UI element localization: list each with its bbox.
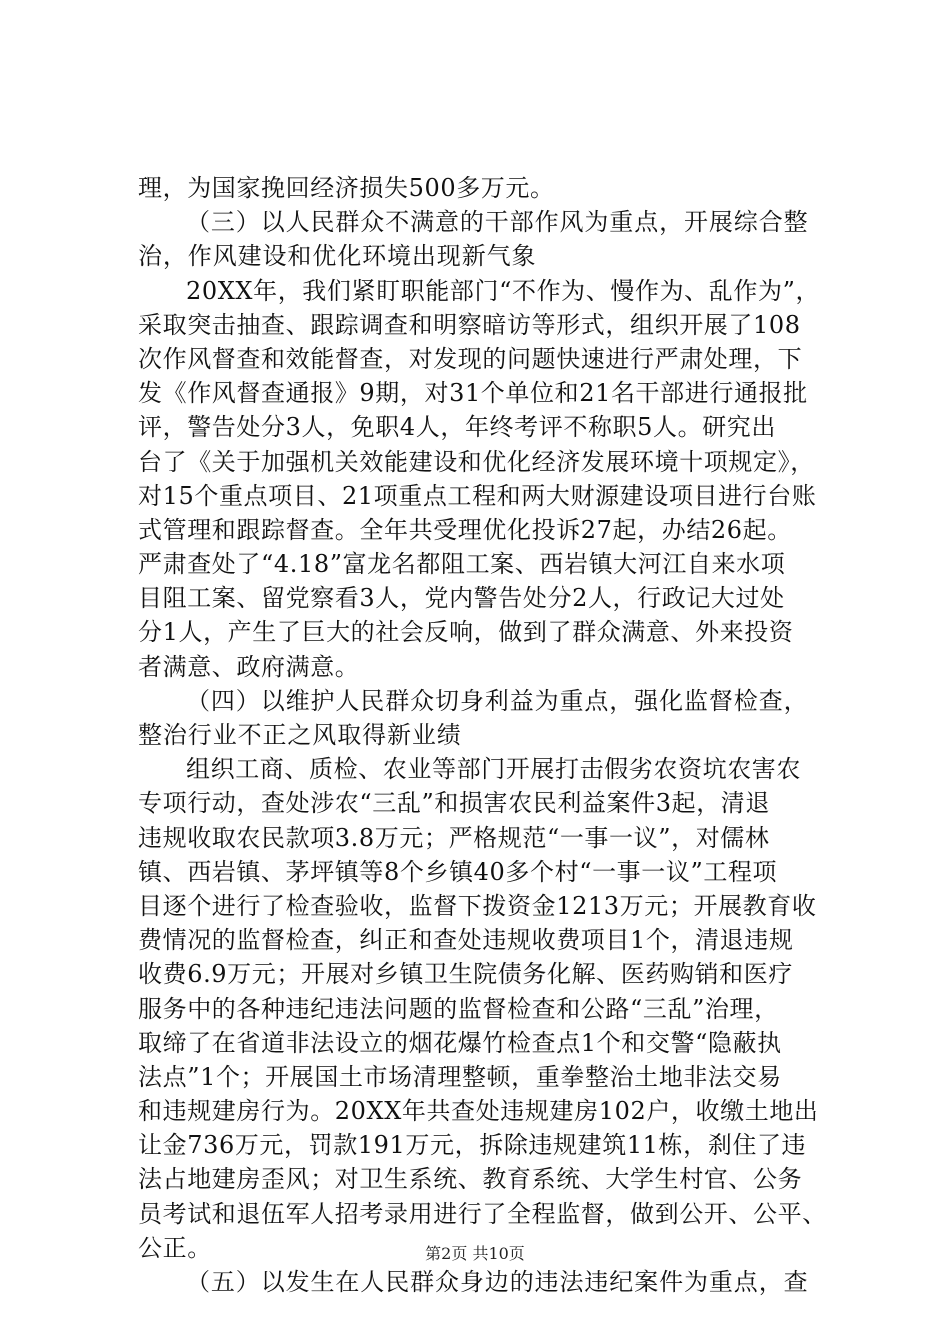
body-line: 评，警告处分3人，免职4人，年终考评不称职5人。研究出: [138, 413, 777, 442]
body-line: 目阻工案、留党察看3人，党内警告处分2人，行政记大过处: [138, 584, 785, 613]
body-line: 理，为国家挽回经济损失500多万元。: [138, 174, 555, 202]
body-line: 收费6.9万元；开展对乡镇卫生院债务化解、医药购销和医疗: [138, 960, 793, 989]
body-line: 取缔了在省道非法设立的烟花爆竹检查点1个和交警“隐蔽执: [138, 1028, 782, 1057]
body-line: 台了《关于加强机关效能建设和优化经济发展环境十项规定》，: [138, 447, 815, 476]
section-heading-line: 治，作风建设和优化环境出现新气象: [138, 242, 537, 271]
section-heading-line: （四）以维护人民群众切身利益为重点，强化监督检查，: [186, 686, 809, 715]
paragraph-first-line: 20XX年，我们紧盯职能部门“不作为、慢作为、乱作为”，: [186, 276, 821, 305]
body-line: 法占地建房歪风；对卫生系统、教育系统、大学生村官、公务: [138, 1165, 803, 1194]
body-line: 公正。: [138, 1233, 212, 1262]
body-line: 严肃查处了“4.18”富龙名都阻工案、西岩镇大河江自来水项: [138, 550, 786, 579]
section-heading-line: 整治行业不正之风取得新业绩: [138, 721, 462, 749]
page-number: 第2页 共10页: [425, 1244, 525, 1263]
body-line: 费情况的监督检查，纠正和查处违规收费项目1个，清退违规: [138, 926, 794, 955]
section-heading-line: （三）以人民群众不满意的干部作风为重点，开展综合整: [186, 208, 809, 237]
body-line: 让金736万元，罚款191万元，拆除违规建筑11栋，刹住了违: [138, 1131, 807, 1160]
body-line: 目逐个进行了检查验收，监督下拨资金1213万元；开展教育收: [138, 891, 817, 920]
body-line: 和违规建房行为。20XX年共查处违规建房102户，收缴土地出: [138, 1097, 819, 1126]
document-body: [138, 171, 838, 1299]
body-line: 专项行动，查处涉农“三乱”和损害农民利益案件3起，清退: [138, 789, 771, 818]
body-line: 员考试和退伍军人招考录用进行了全程监督，做到公开、公平、: [138, 1199, 827, 1228]
body-line: 采取突击抽查、跟踪调查和明察暗访等形式，组织开展了108: [138, 310, 801, 339]
body-line: 违规收取农民款项3.8万元；严格规范“一事一议”，对儒林: [138, 823, 770, 852]
body-line: 对15个重点项目、21项重点工程和两大财源建设项目进行台账: [138, 481, 817, 510]
page-footer: [0, 1244, 950, 1264]
body-line: 者满意、政府满意。: [138, 652, 360, 681]
body-line: 分1人，产生了巨大的社会反响，做到了群众满意、外来投资: [138, 618, 794, 647]
body-line: 式管理和跟踪督查。全年共受理优化投诉27起，办结26起。: [138, 515, 792, 544]
paragraph-first-line: 组织工商、质检、农业等部门开展打击假劣农资坑农害农: [186, 755, 801, 784]
section-heading-line: （五）以发生在人民群众身边的违法违纪案件为重点，查: [186, 1268, 809, 1296]
body-line: 次作风督查和效能督查，对发现的问题快速进行严肃处理，下: [138, 344, 803, 373]
body-line: 法点”1个；开展国土市场清理整顿，重拳整治土地非法交易: [138, 1062, 782, 1091]
body-line: 发《作风督查通报》9期，对31个单位和21名干部进行通报批: [138, 379, 808, 408]
body-line: 镇、西岩镇、茅坪镇等8个乡镇40多个村“一事一议”工程项: [138, 857, 778, 886]
body-line: 服务中的各种违纪违法问题的监督检查和公路“三乱”治理，: [138, 994, 779, 1023]
